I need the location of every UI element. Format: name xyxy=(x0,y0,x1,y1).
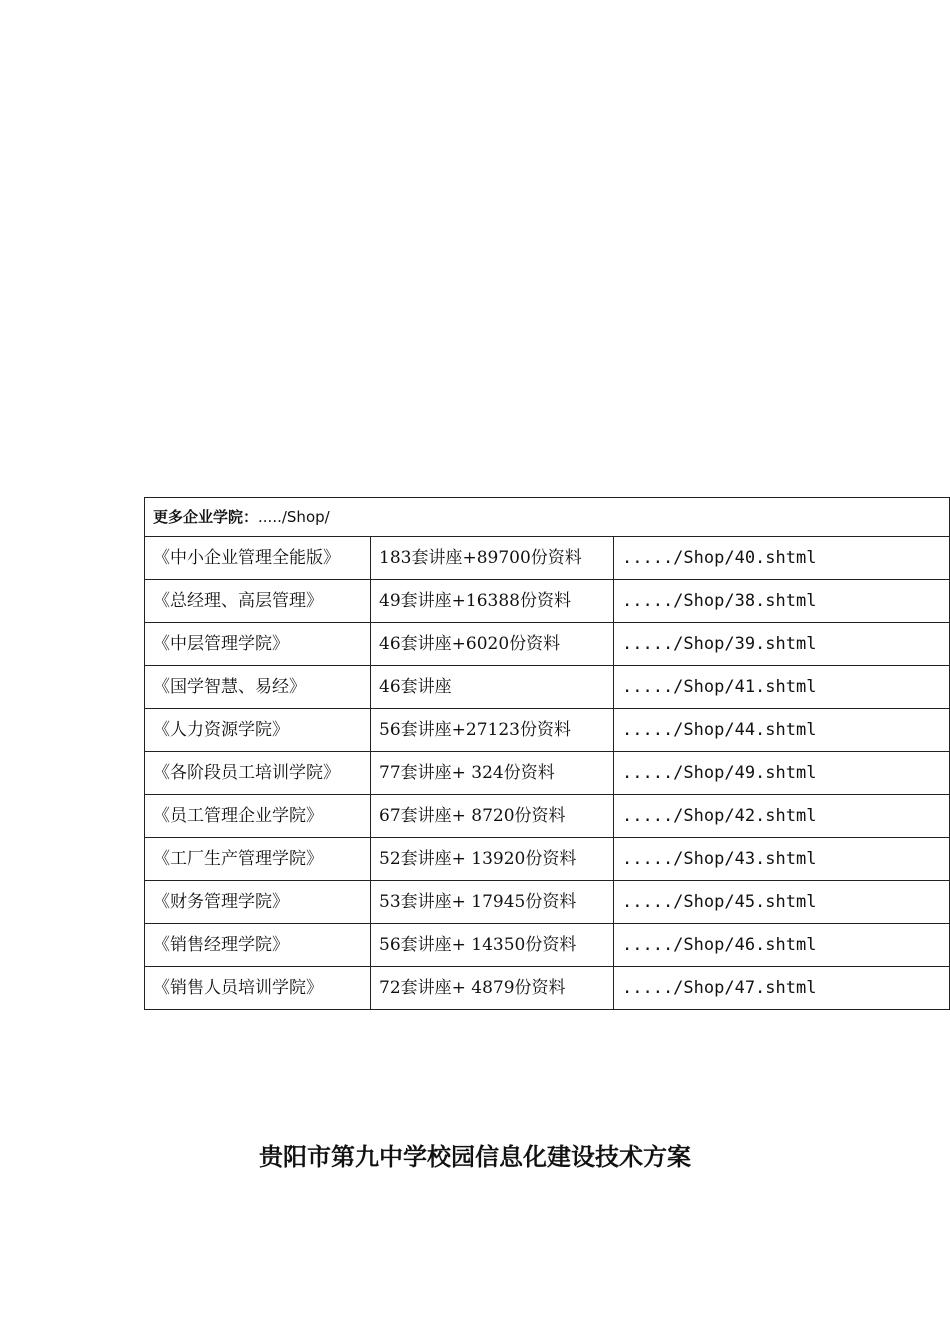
course-description: 56套讲座+27123份资料 xyxy=(371,709,614,752)
course-link[interactable]: ...../Shop/41.shtml xyxy=(614,666,950,709)
table-row xyxy=(145,881,950,924)
course-name: 《人力资源学院》 xyxy=(145,709,371,752)
course-description: 56套讲座+ 14350份资料 xyxy=(371,924,614,967)
course-name: 《中层管理学院》 xyxy=(145,623,371,666)
course-name: 《员工管理企业学院》 xyxy=(145,795,371,838)
header-link[interactable]: ...../Shop/ xyxy=(258,508,330,526)
document-title: 贵阳市第九中学校园信息化建设技术方案 xyxy=(259,1143,691,1171)
document-title-block xyxy=(0,1137,950,1172)
course-link[interactable]: ...../Shop/40.shtml xyxy=(614,537,950,580)
course-description: 53套讲座+ 17945份资料 xyxy=(371,881,614,924)
course-description: 77套讲座+ 324份资料 xyxy=(371,752,614,795)
table-row xyxy=(145,623,950,666)
course-link[interactable]: ...../Shop/39.shtml xyxy=(614,623,950,666)
course-link[interactable]: ...../Shop/46.shtml xyxy=(614,924,950,967)
course-catalog-table xyxy=(144,497,950,1010)
course-link[interactable]: ...../Shop/38.shtml xyxy=(614,580,950,623)
table-row xyxy=(145,795,950,838)
course-name: 《中小企业管理全能版》 xyxy=(145,537,371,580)
course-name: 《销售人员培训学院》 xyxy=(145,967,371,1010)
course-name: 《总经理、高层管理》 xyxy=(145,580,371,623)
course-link[interactable]: ...../Shop/47.shtml xyxy=(614,967,950,1010)
course-link[interactable]: ...../Shop/49.shtml xyxy=(614,752,950,795)
table-row xyxy=(145,666,950,709)
course-link[interactable]: ...../Shop/44.shtml xyxy=(614,709,950,752)
table-header-cell xyxy=(145,498,950,537)
table-row xyxy=(145,838,950,881)
course-description: 183套讲座+89700份资料 xyxy=(371,537,614,580)
header-label: 更多企业学院： xyxy=(153,508,259,526)
course-name: 《工厂生产管理学院》 xyxy=(145,838,371,881)
course-name: 《各阶段员工培训学院》 xyxy=(145,752,371,795)
course-description: 72套讲座+ 4879份资料 xyxy=(371,967,614,1010)
course-link[interactable]: ...../Shop/45.shtml xyxy=(614,881,950,924)
course-name: 《销售经理学院》 xyxy=(145,924,371,967)
course-description: 67套讲座+ 8720份资料 xyxy=(371,795,614,838)
table-row xyxy=(145,967,950,1010)
table-row xyxy=(145,709,950,752)
course-description: 46套讲座+6020份资料 xyxy=(371,623,614,666)
course-description: 49套讲座+16388份资料 xyxy=(371,580,614,623)
table-row xyxy=(145,752,950,795)
course-name: 《国学智慧、易经》 xyxy=(145,666,371,709)
table-row xyxy=(145,580,950,623)
table-row xyxy=(145,537,950,580)
course-description: 52套讲座+ 13920份资料 xyxy=(371,838,614,881)
course-description: 46套讲座 xyxy=(371,666,614,709)
course-name: 《财务管理学院》 xyxy=(145,881,371,924)
table-row xyxy=(145,924,950,967)
table-header-row xyxy=(145,498,950,537)
course-link[interactable]: ...../Shop/42.shtml xyxy=(614,795,950,838)
course-link[interactable]: ...../Shop/43.shtml xyxy=(614,838,950,881)
